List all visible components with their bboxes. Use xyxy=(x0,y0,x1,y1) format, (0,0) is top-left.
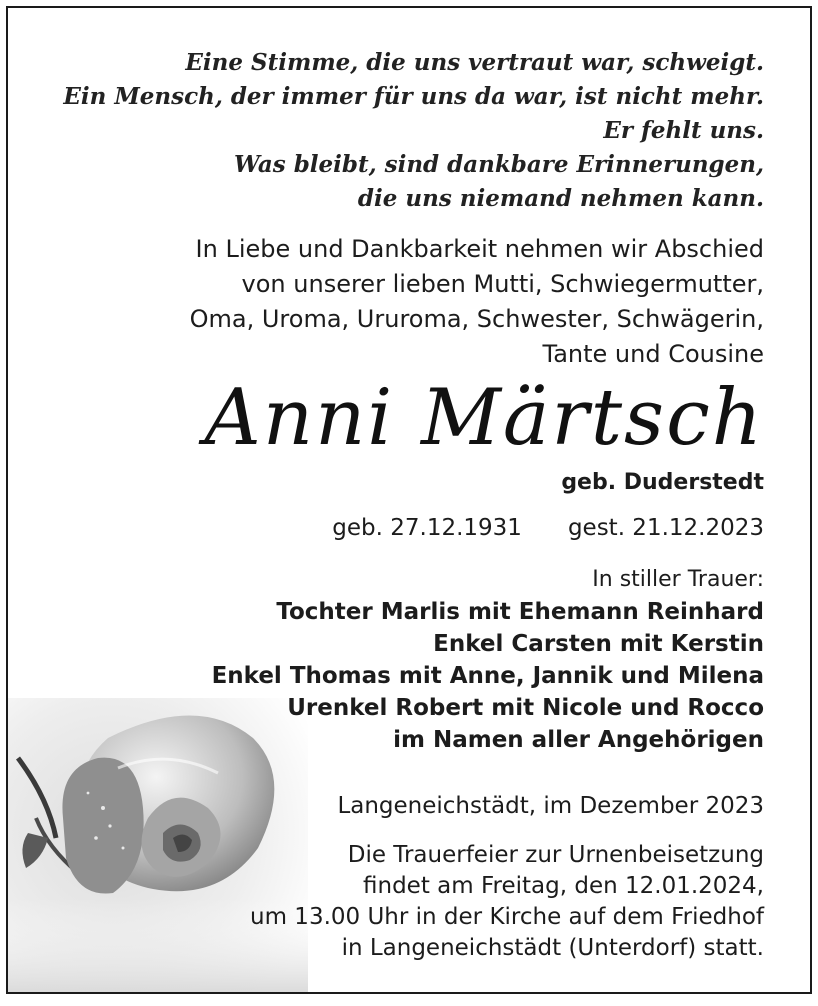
mourner-line: im Namen aller Angehörigen xyxy=(393,727,764,753)
intro-line: In Liebe und Dankbarkeit nehmen wir Abschied xyxy=(195,235,764,263)
mourner-line: Enkel Carsten mit Kerstin xyxy=(433,631,764,657)
deceased-name: Anni Märtsch xyxy=(204,373,764,463)
poem xyxy=(63,46,764,216)
mourner-line: Urenkel Robert mit Nicole und Rocco xyxy=(287,695,764,721)
mourning-heading: In stiller Trauer: xyxy=(592,567,764,592)
place-date: Langeneichstädt, im Dezember 2023 xyxy=(337,793,764,819)
maiden-name: geb. Duderstedt xyxy=(561,470,764,495)
mourner-line: Tochter Marlis mit Ehemann Reinhard xyxy=(276,599,764,625)
poem-line: Was bleibt, sind dankbare Erinnerungen, xyxy=(234,151,764,178)
life-dates xyxy=(332,512,764,544)
poem-line: Eine Stimme, die uns vertraut war, schweigt. xyxy=(185,49,764,76)
intro-line: von unserer lieben Mutti, Schwiegermutter, xyxy=(241,270,764,298)
intro-line: Tante und Cousine xyxy=(542,340,764,368)
poem-line: Ein Mensch, der immer für uns da war, ist nicht mehr. xyxy=(63,83,764,110)
farewell-intro xyxy=(190,232,764,372)
service-line: in Langeneichstädt (Unterdorf) statt. xyxy=(341,935,764,961)
funeral-service-info xyxy=(250,840,764,964)
mourner-line: Enkel Thomas mit Anne, Jannik und Milena xyxy=(211,663,764,689)
service-line: Die Trauerfeier zur Urnenbeisetzung xyxy=(347,842,764,868)
birth-date: geb. 27.12.1931 xyxy=(332,515,522,541)
death-date: gest. 21.12.2023 xyxy=(567,515,764,541)
intro-line: Oma, Uroma, Ururoma, Schwester, Schwägerin, xyxy=(189,305,764,333)
service-line: um 13.00 Uhr in der Kirche auf dem Friedhof xyxy=(250,904,764,930)
poem-line: die uns niemand nehmen kann. xyxy=(357,185,764,212)
obituary-notice xyxy=(6,6,812,994)
poem-line: Er fehlt uns. xyxy=(603,117,764,144)
mourners-block xyxy=(212,564,764,756)
service-line: findet am Freitag, den 12.01.2024, xyxy=(363,873,764,899)
